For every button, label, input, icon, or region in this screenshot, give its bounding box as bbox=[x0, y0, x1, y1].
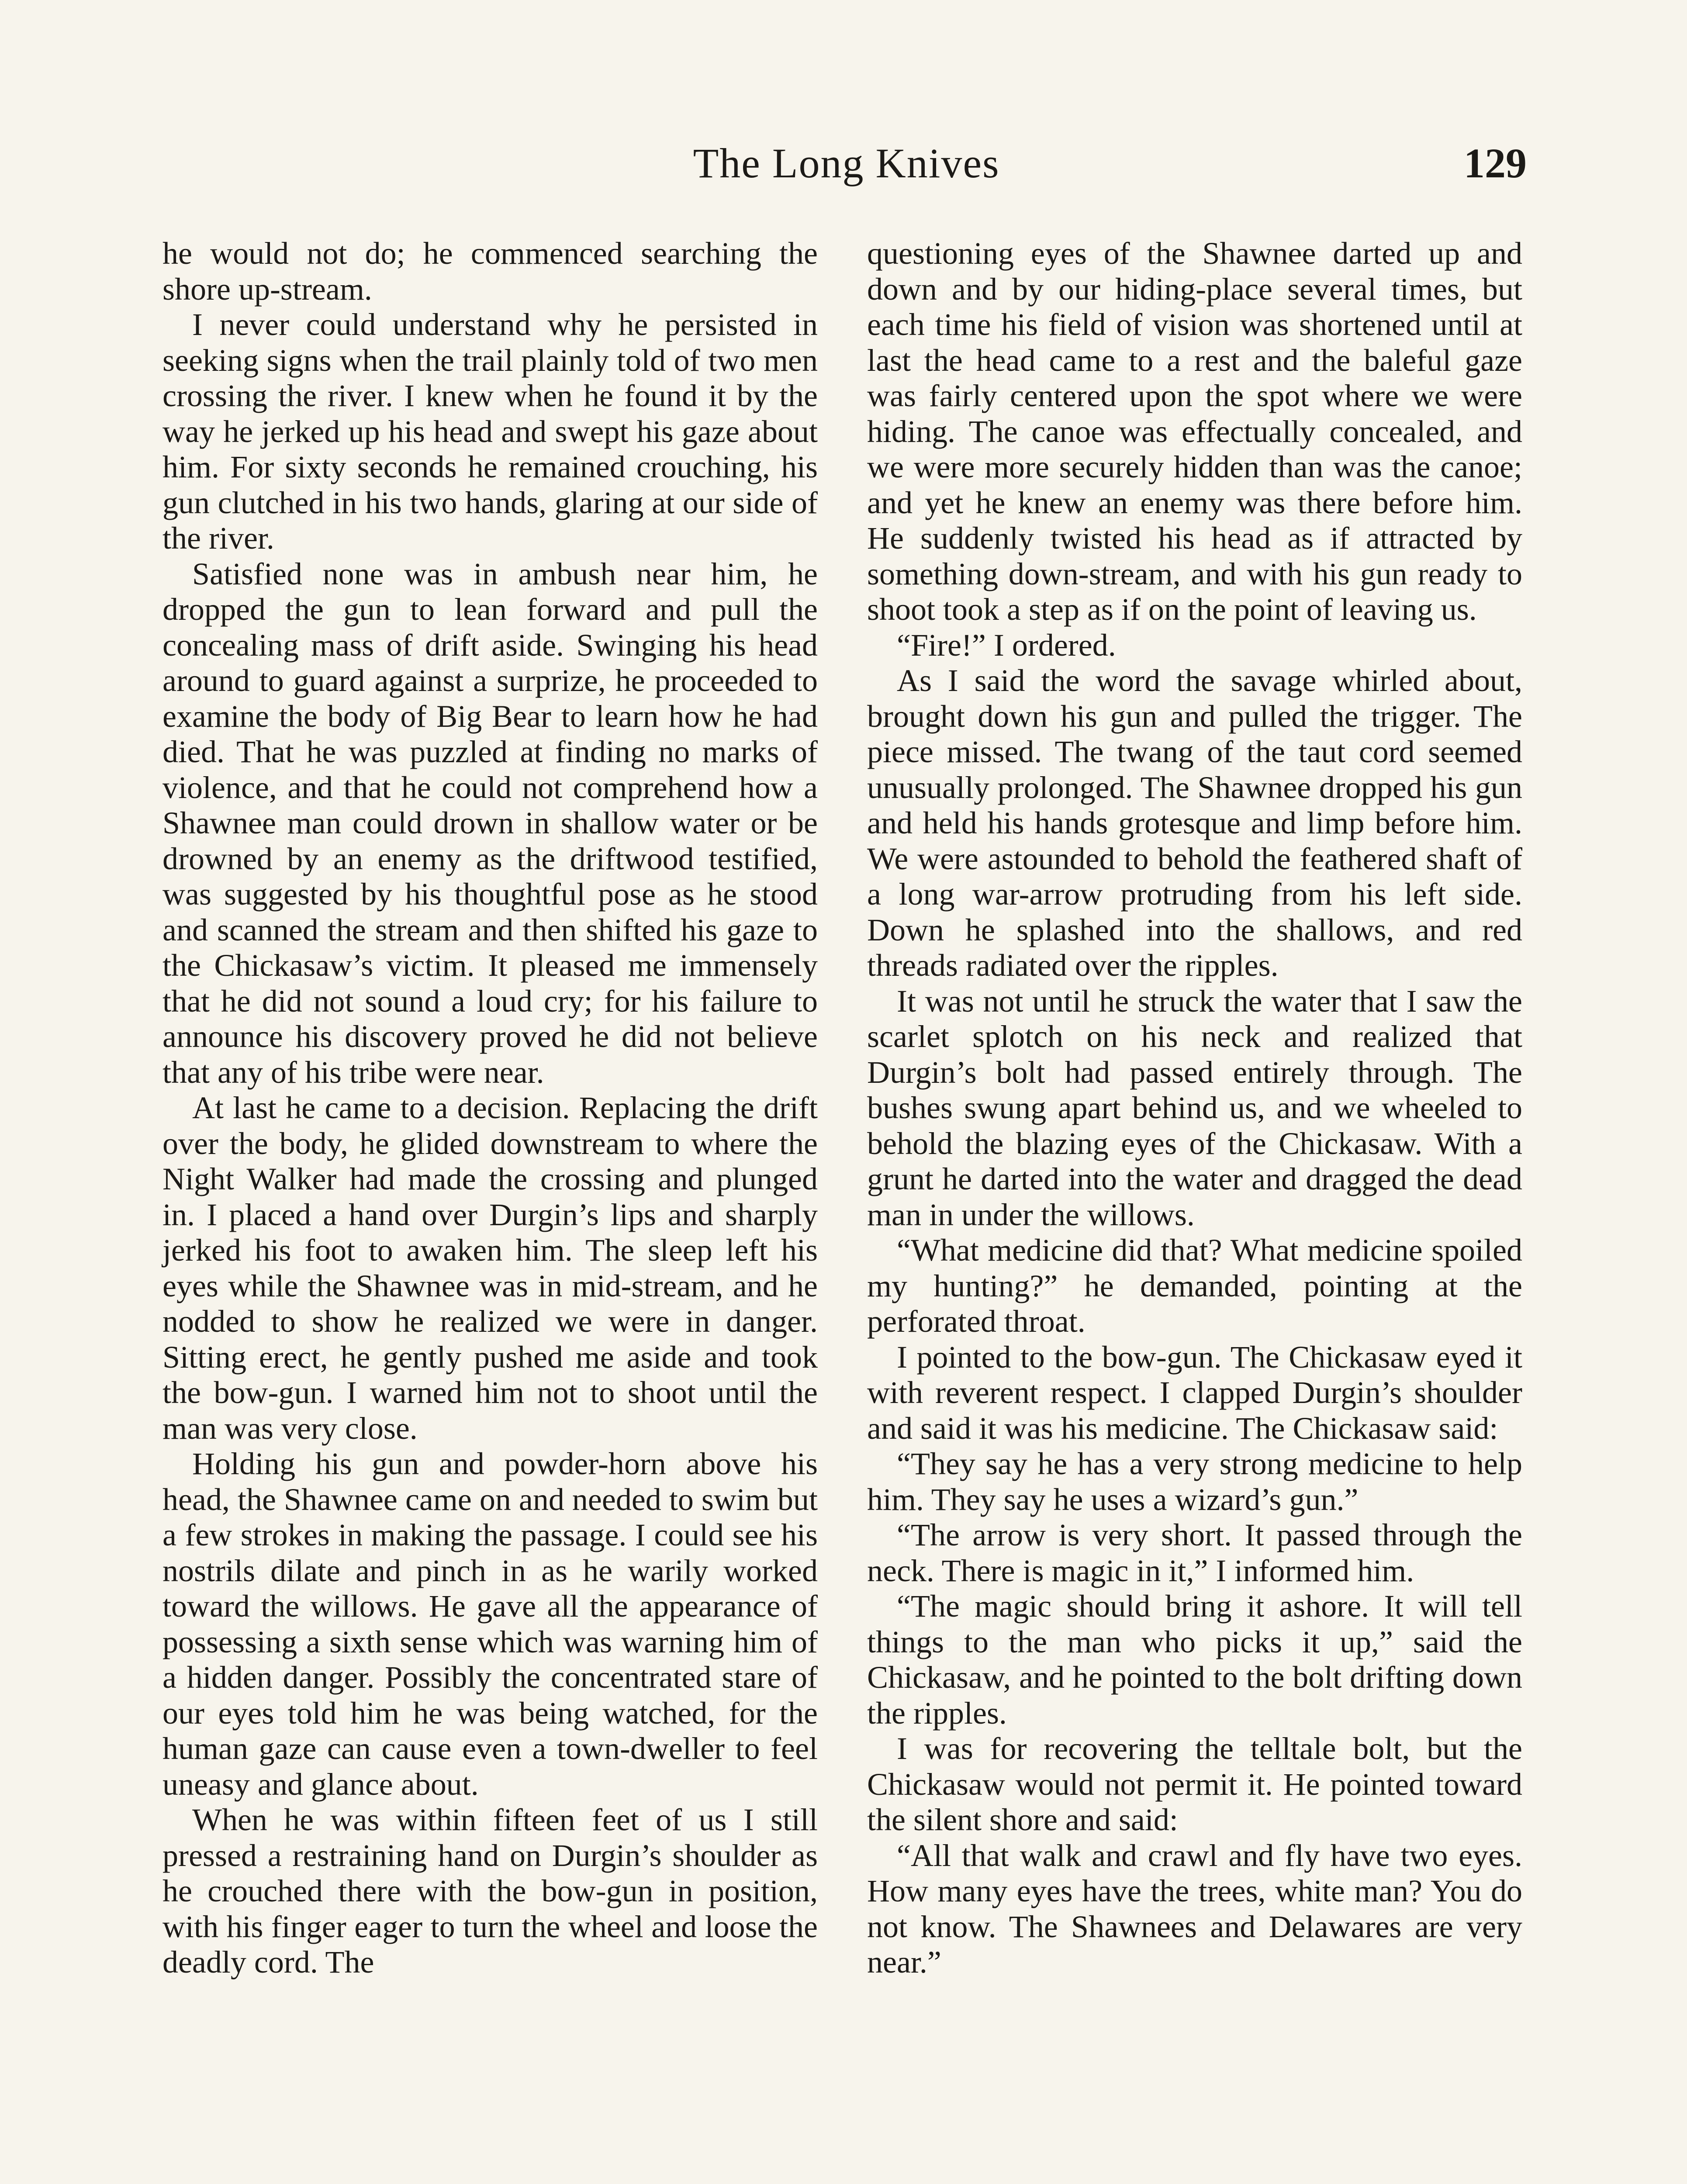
paragraph: Holding his gun and powder-horn above his head, the Shawnee came on and needed to swim but a few strokes in making the passage. I could see his nostrils dilate and pinch in as he warily worked toward the willows. He gave all the appearance of possessing a sixth sense which was warning him of a hidden danger. Possibly the concentrated stare of our eyes told him he was being watched, for the human gaze can cause even a town-dweller to feel uneasy and glance about. bbox=[162, 1446, 818, 1802]
paragraph: “What medicine did that? What medicine spoiled my hunting?” he demanded, pointing at the perforated throat. bbox=[867, 1233, 1522, 1339]
running-head bbox=[166, 139, 1527, 200]
paragraph: When he was within fifteen feet of us I still pressed a restraining hand on Durgin’s shoulder as he crouched there with the bow-gun in position, with his finger eager to turn the wheel and loose the deadly cord. The bbox=[162, 1802, 818, 1980]
paragraph: “The magic should bring it ashore. It will tell things to the man who picks it up,” said the Chickasaw, and he pointed to the bolt drifting down the ripples. bbox=[867, 1589, 1522, 1731]
paragraph: As I said the word the savage whirled about, brought down his gun and pulled the trigger. The piece missed. The twang of the taut cord seemed unusually prolonged. The Shawnee dropped his gun and held his hands grotesque and limp before him. We were astounded to behold the feathered shaft of a long war-arrow protruding from his left side. Down he splashed into the shallows, and red threads radiated over the ripples. bbox=[867, 663, 1522, 983]
paragraph: “Fire!” I ordered. bbox=[897, 627, 1116, 663]
left-column bbox=[162, 236, 818, 1980]
paragraph: Satisfied none was in ambush near him, he dropped the gun to lean forward and pull the concealing mass of drift aside. Swinging his head around to guard against a surprize, he proceeded to examine the body of Big Bear to learn how he had died. That he was puzzled at finding no marks of violence, and that he could not comprehend how a Shawnee man could drown in shallow water or be drowned by an enemy as the driftwood testified, was suggested by his thoughtful pose as he stood and scanned the stream and then shifted his gaze to the Chickasaw’s victim. It pleased me immensely that he did not sound a loud cry; for his failure to announce his discovery proved he did not believe that any of his tribe were near. bbox=[162, 556, 818, 1090]
paragraph: “All that walk and crawl and fly have two eyes. How many eyes have the trees, white man? You do not know. The Shawnees and Delawares are very near.” bbox=[867, 1838, 1522, 1980]
paragraph: I was for recovering the telltale bolt, but the Chickasaw would not permit it. He pointed toward the silent shore and said: bbox=[867, 1731, 1522, 1837]
paragraph: questioning eyes of the Shawnee darted up and down and by our hiding-place several times, but each time his field of vision was shortened until at last the head came to a rest and the baleful gaze was fairly centered upon the spot where we were hiding. The canoe was effectually concealed, and we were more securely hidden than was the canoe; and yet he knew an enemy was there before him. He suddenly twisted his head as if attracted by something down-stream, and with his gun ready to shoot took a step as if on the point of leaving us. bbox=[867, 236, 1522, 627]
paragraph: I pointed to the bow-gun. The Chickasaw eyed it with reverent respect. I clapped Durgin’s shoulder and said it was his medicine. The Chickasaw said: bbox=[867, 1339, 1522, 1446]
right-column bbox=[867, 236, 1522, 1980]
paragraph: It was not until he struck the water that I saw the scarlet splotch on his neck and realized that Durgin’s bolt had passed entirely through. The bushes swung apart behind us, and we wheeled to behold the blazing eyes of the Chickasaw. With a grunt he darted into the water and dragged the dead man in under the willows. bbox=[867, 983, 1522, 1232]
running-title: The Long Knives bbox=[693, 140, 1000, 187]
paragraph: “They say he has a very strong medicine to help him. They say he uses a wizard’s gun.” bbox=[867, 1446, 1522, 1517]
paragraph: At last he came to a decision. Replacing the drift over the body, he glided downstream to where the Night Walker had made the crossing and plunged in. I placed a hand over Durgin’s lips and sharply jerked his foot to awaken him. The sleep left his eyes while the Shawnee was in mid-stream, and he nodded to show he realized we were in danger. Sitting erect, he gently pushed me aside and took the bow-gun. I warned him not to shoot until the man was very close. bbox=[162, 1090, 818, 1446]
paragraph: he would not do; he commenced searching the shore up-stream. bbox=[162, 236, 818, 307]
page-number: 129 bbox=[1464, 140, 1527, 187]
paragraph: I never could understand why he persisted in seeking signs when the trail plainly told of two men crossing the river. I knew when he found it by the way he jerked up his head and swept his gaze about him. For sixty seconds he remained crouching, his gun clutched in his two hands, glaring at our side of the river. bbox=[162, 307, 818, 556]
paragraph: “The arrow is very short. It passed through the neck. There is magic in it,” I informed him. bbox=[867, 1517, 1522, 1588]
